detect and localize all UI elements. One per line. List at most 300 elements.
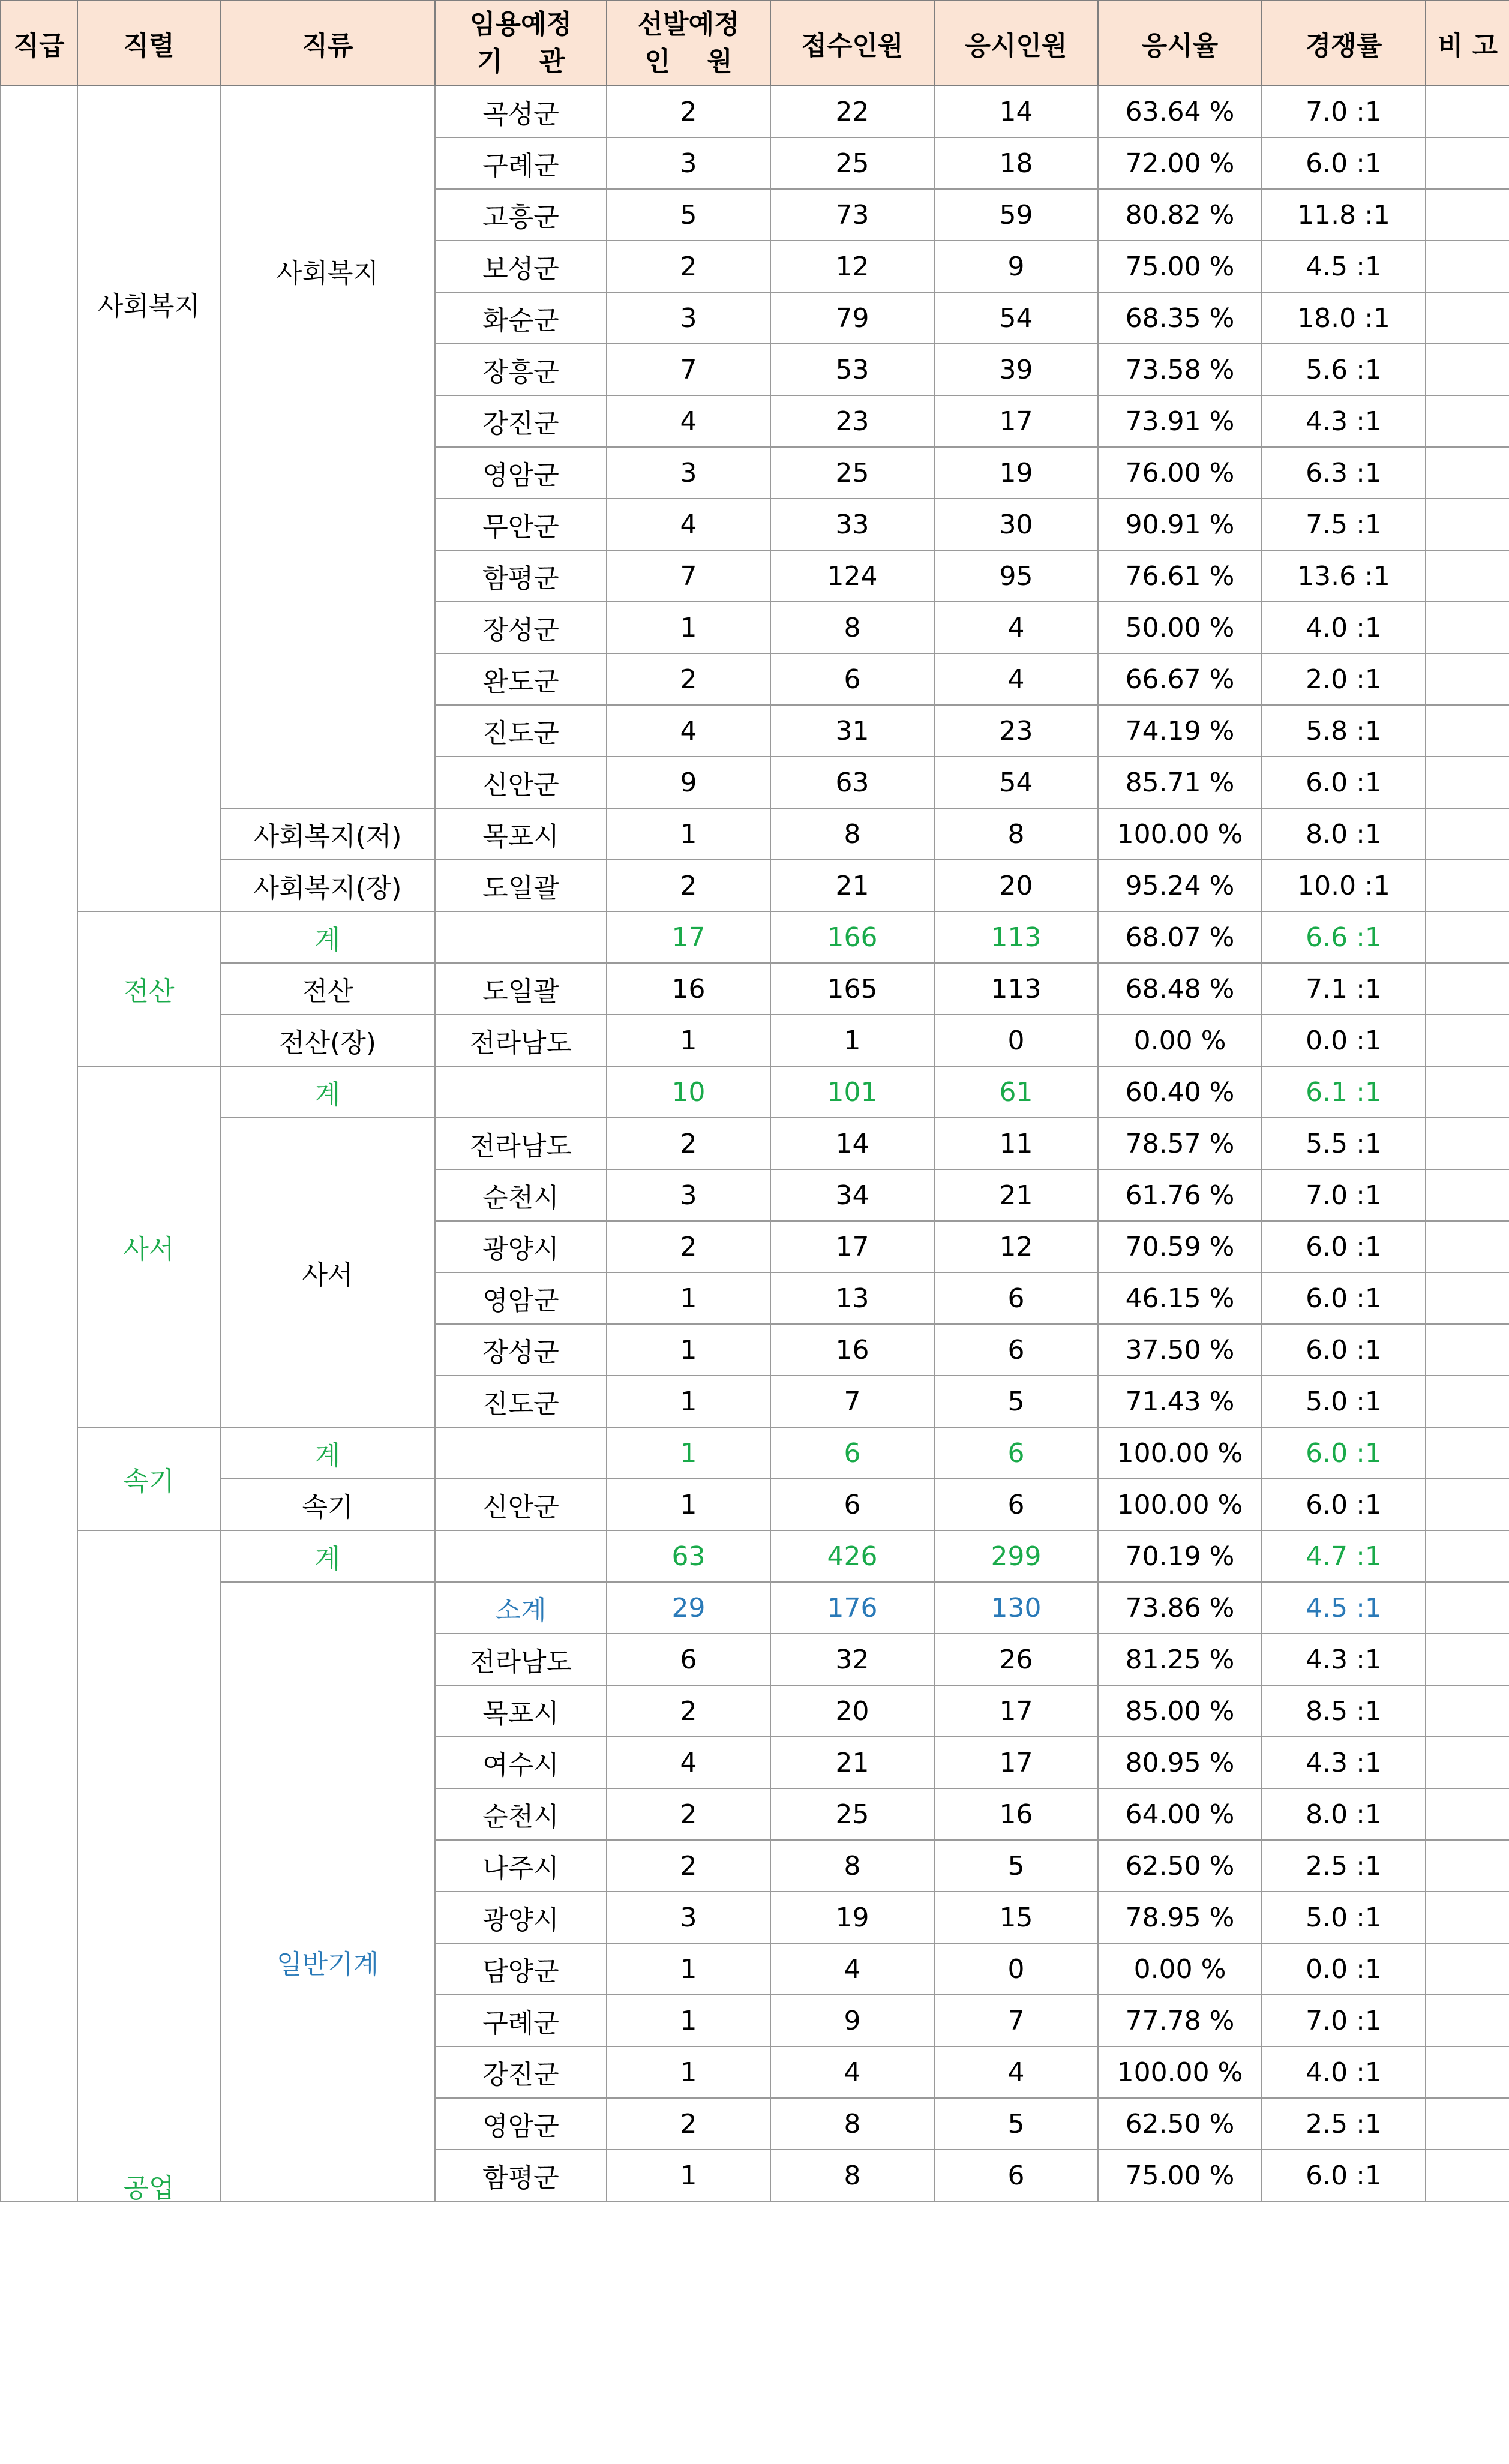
ratio-cell: 6.3 :1 [1262, 447, 1426, 499]
header-planned-line1: 선발예정 [637, 9, 740, 40]
agency-cell: 곡성군 [435, 86, 607, 137]
table-row [1, 963, 1509, 1015]
remarks-cell [1426, 1685, 1509, 1737]
table-body [1, 86, 1509, 2201]
ratio-cell: 2.0 :1 [1262, 653, 1426, 705]
planned-cell: 1 [607, 1995, 770, 2046]
planned-cell: 10 [607, 1066, 770, 1118]
remarks-cell [1426, 1892, 1509, 1943]
planned-cell: 1 [607, 2046, 770, 2098]
remarks-cell [1426, 395, 1509, 447]
tested-cell: 15 [934, 1892, 1098, 1943]
tested-cell: 4 [934, 653, 1098, 705]
ratio-cell: 8.0 :1 [1262, 808, 1426, 860]
table-row [1, 1479, 1509, 1530]
remarks-cell [1426, 241, 1509, 292]
planned-cell: 3 [607, 1169, 770, 1221]
rate-cell: 62.50 % [1098, 2098, 1262, 2150]
tested-cell: 26 [934, 1634, 1098, 1685]
planned-cell: 2 [607, 86, 770, 137]
planned-cell: 1 [607, 1324, 770, 1376]
class-social-welfare: 사회복지 [220, 86, 435, 808]
tested-cell: 61 [934, 1066, 1098, 1118]
planned-cell: 1 [607, 1427, 770, 1479]
applied-cell: 8 [770, 2098, 934, 2150]
remarks-cell [1426, 1324, 1509, 1376]
remarks-cell [1426, 292, 1509, 344]
class-librarian: 사서 [220, 1118, 435, 1427]
rate-cell: 100.00 % [1098, 1479, 1262, 1530]
rate-cell: 81.25 % [1098, 1634, 1262, 1685]
agency-cell: 도일괄 [435, 963, 607, 1015]
rate-cell: 95.24 % [1098, 860, 1262, 911]
applied-cell: 426 [770, 1530, 934, 1582]
planned-cell: 16 [607, 963, 770, 1015]
planned-cell: 2 [607, 1118, 770, 1169]
agency-cell: 목포시 [435, 1685, 607, 1737]
tested-cell: 5 [934, 1840, 1098, 1892]
tested-cell: 14 [934, 86, 1098, 137]
ratio-cell: 4.0 :1 [1262, 2046, 1426, 2098]
planned-cell: 2 [607, 241, 770, 292]
applied-cell: 63 [770, 757, 934, 808]
header-grade: 직급 [1, 1, 77, 86]
ratio-cell: 11.8 :1 [1262, 189, 1426, 241]
table-row [1, 1066, 1509, 1118]
header-agency [435, 1, 607, 86]
ratio-cell: 4.3 :1 [1262, 1634, 1426, 1685]
agency-cell: 구례군 [435, 137, 607, 189]
agency-cell: 전라남도 [435, 1118, 607, 1169]
remarks-cell [1426, 1376, 1509, 1427]
ratio-cell: 18.0 :1 [1262, 292, 1426, 344]
agency-cell: 진도군 [435, 1376, 607, 1427]
ratio-cell: 6.0 :1 [1262, 1427, 1426, 1479]
rate-cell: 63.64 % [1098, 86, 1262, 137]
applied-cell: 23 [770, 395, 934, 447]
agency-cell: 영암군 [435, 2098, 607, 2150]
tested-cell: 113 [934, 963, 1098, 1015]
remarks-cell [1426, 705, 1509, 757]
class-cell: 사회복지(장) [220, 860, 435, 911]
agency-cell [435, 1530, 607, 1582]
tested-cell: 7 [934, 1995, 1098, 2046]
remarks-cell [1426, 2098, 1509, 2150]
agency-cell: 담양군 [435, 1943, 607, 1995]
ratio-cell: 6.0 :1 [1262, 1324, 1426, 1376]
ratio-cell: 4.5 :1 [1262, 1582, 1426, 1634]
class-cell: 전산 [220, 963, 435, 1015]
applied-cell: 13 [770, 1272, 934, 1324]
tested-cell: 23 [934, 705, 1098, 757]
applied-cell: 176 [770, 1582, 934, 1634]
header-planned-line2: 인 원 [644, 46, 733, 77]
agency-cell: 무안군 [435, 499, 607, 550]
header-remarks: 비 고 [1426, 1, 1509, 86]
remarks-cell [1426, 1427, 1509, 1479]
remarks-cell [1426, 1737, 1509, 1788]
ratio-cell: 4.3 :1 [1262, 395, 1426, 447]
ratio-cell: 6.0 :1 [1262, 1272, 1426, 1324]
header-planned [607, 1, 770, 86]
remarks-cell [1426, 1479, 1509, 1530]
remarks-cell [1426, 963, 1509, 1015]
applied-cell: 21 [770, 860, 934, 911]
agency-cell: 신안군 [435, 1479, 607, 1530]
remarks-cell [1426, 1272, 1509, 1324]
agency-cell: 장흥군 [435, 344, 607, 395]
series-industrial: 공업 [77, 1530, 220, 2201]
planned-cell: 1 [607, 1479, 770, 1530]
class-general-machinery: 일반기계 [220, 1582, 435, 2201]
agency-cell: 구례군 [435, 1995, 607, 2046]
applied-cell: 1 [770, 1015, 934, 1066]
ratio-cell: 6.0 :1 [1262, 137, 1426, 189]
planned-cell: 2 [607, 1840, 770, 1892]
applied-cell: 8 [770, 1840, 934, 1892]
ratio-cell: 13.6 :1 [1262, 550, 1426, 602]
table-row [1, 1118, 1509, 1169]
planned-cell: 7 [607, 550, 770, 602]
applied-cell: 8 [770, 2150, 934, 2201]
ratio-cell: 2.5 :1 [1262, 2098, 1426, 2150]
table-row [1, 1015, 1509, 1066]
rate-cell: 76.00 % [1098, 447, 1262, 499]
applied-cell: 4 [770, 1943, 934, 1995]
rate-cell: 100.00 % [1098, 808, 1262, 860]
ratio-cell: 6.6 :1 [1262, 911, 1426, 963]
tested-cell: 130 [934, 1582, 1098, 1634]
class-cell: 사회복지(저) [220, 808, 435, 860]
remarks-cell [1426, 1118, 1509, 1169]
tested-cell: 4 [934, 602, 1098, 653]
ratio-cell: 2.5 :1 [1262, 1840, 1426, 1892]
rate-cell: 70.59 % [1098, 1221, 1262, 1272]
applied-cell: 124 [770, 550, 934, 602]
applied-cell: 31 [770, 705, 934, 757]
planned-cell: 6 [607, 1634, 770, 1685]
ratio-cell: 7.0 :1 [1262, 1995, 1426, 2046]
tested-cell: 17 [934, 395, 1098, 447]
agency-cell: 장성군 [435, 1324, 607, 1376]
applied-cell: 79 [770, 292, 934, 344]
rate-cell: 46.15 % [1098, 1272, 1262, 1324]
tested-cell: 59 [934, 189, 1098, 241]
rate-cell: 73.58 % [1098, 344, 1262, 395]
rate-cell: 61.76 % [1098, 1169, 1262, 1221]
ratio-cell: 7.0 :1 [1262, 86, 1426, 137]
rate-cell: 73.91 % [1098, 395, 1262, 447]
rate-cell: 74.19 % [1098, 705, 1262, 757]
rate-cell: 80.82 % [1098, 189, 1262, 241]
applied-cell: 9 [770, 1995, 934, 2046]
agency-cell [435, 1427, 607, 1479]
remarks-cell [1426, 1066, 1509, 1118]
rate-cell: 75.00 % [1098, 241, 1262, 292]
tested-cell: 299 [934, 1530, 1098, 1582]
tested-cell: 20 [934, 860, 1098, 911]
agency-cell: 장성군 [435, 602, 607, 653]
applied-cell: 25 [770, 1788, 934, 1840]
planned-cell: 1 [607, 1943, 770, 1995]
rate-cell: 85.71 % [1098, 757, 1262, 808]
remarks-cell [1426, 602, 1509, 653]
applied-cell: 21 [770, 1737, 934, 1788]
ratio-cell: 5.6 :1 [1262, 344, 1426, 395]
ratio-cell: 4.0 :1 [1262, 602, 1426, 653]
agency-cell: 영암군 [435, 447, 607, 499]
agency-cell: 전라남도 [435, 1634, 607, 1685]
rate-cell: 0.00 % [1098, 1943, 1262, 1995]
remarks-cell [1426, 1943, 1509, 1995]
planned-cell: 2 [607, 653, 770, 705]
applied-cell: 33 [770, 499, 934, 550]
agency-cell: 도일괄 [435, 860, 607, 911]
planned-cell: 1 [607, 1376, 770, 1427]
rate-cell: 62.50 % [1098, 1840, 1262, 1892]
remarks-cell [1426, 447, 1509, 499]
tested-cell: 0 [934, 1015, 1098, 1066]
ratio-cell: 4.7 :1 [1262, 1530, 1426, 1582]
tested-cell: 4 [934, 2046, 1098, 2098]
remarks-cell [1426, 1015, 1509, 1066]
tested-cell: 6 [934, 1479, 1098, 1530]
planned-cell: 17 [607, 911, 770, 963]
applied-cell: 101 [770, 1066, 934, 1118]
tested-cell: 11 [934, 1118, 1098, 1169]
class-cell: 전산(장) [220, 1015, 435, 1066]
remarks-cell [1426, 1221, 1509, 1272]
rate-cell: 75.00 % [1098, 2150, 1262, 2201]
ratio-cell: 7.5 :1 [1262, 499, 1426, 550]
agency-cell: 광양시 [435, 1221, 607, 1272]
tested-cell: 19 [934, 447, 1098, 499]
agency-cell: 신안군 [435, 757, 607, 808]
applied-cell: 166 [770, 911, 934, 963]
class-cell: 계 [220, 1427, 435, 1479]
remarks-cell [1426, 653, 1509, 705]
planned-cell: 3 [607, 137, 770, 189]
remarks-cell [1426, 1840, 1509, 1892]
applied-cell: 17 [770, 1221, 934, 1272]
tested-cell: 6 [934, 1427, 1098, 1479]
applied-cell: 20 [770, 1685, 934, 1737]
table-row [1, 808, 1509, 860]
applied-cell: 73 [770, 189, 934, 241]
tested-cell: 17 [934, 1685, 1098, 1737]
planned-cell: 63 [607, 1530, 770, 1582]
ratio-cell: 0.0 :1 [1262, 1943, 1426, 1995]
table-row [1, 860, 1509, 911]
applied-cell: 6 [770, 1479, 934, 1530]
ratio-cell: 4.3 :1 [1262, 1737, 1426, 1788]
agency-cell: 고흥군 [435, 189, 607, 241]
tested-cell: 5 [934, 2098, 1098, 2150]
planned-cell: 1 [607, 2150, 770, 2201]
applied-cell: 19 [770, 1892, 934, 1943]
agency-cell [435, 911, 607, 963]
rate-cell: 90.91 % [1098, 499, 1262, 550]
remarks-cell [1426, 499, 1509, 550]
remarks-cell [1426, 189, 1509, 241]
series-stenography: 속기 [77, 1427, 220, 1530]
applied-cell: 25 [770, 137, 934, 189]
class-cell: 계 [220, 911, 435, 963]
rate-cell: 100.00 % [1098, 2046, 1262, 2098]
rate-cell: 80.95 % [1098, 1737, 1262, 1788]
ratio-cell: 8.5 :1 [1262, 1685, 1426, 1737]
planned-cell: 4 [607, 1737, 770, 1788]
ratio-cell: 7.1 :1 [1262, 963, 1426, 1015]
applied-cell: 12 [770, 241, 934, 292]
agency-cell: 영암군 [435, 1272, 607, 1324]
remarks-cell [1426, 860, 1509, 911]
rate-cell: 50.00 % [1098, 602, 1262, 653]
tested-cell: 21 [934, 1169, 1098, 1221]
agency-cell: 나주시 [435, 1840, 607, 1892]
rate-cell: 68.35 % [1098, 292, 1262, 344]
tested-cell: 9 [934, 241, 1098, 292]
planned-cell: 4 [607, 395, 770, 447]
agency-cell: 전라남도 [435, 1015, 607, 1066]
remarks-cell [1426, 137, 1509, 189]
header-agency-line1: 임용예정 [469, 9, 572, 40]
applied-cell: 4 [770, 2046, 934, 2098]
applied-cell: 16 [770, 1324, 934, 1376]
ratio-cell: 7.0 :1 [1262, 1169, 1426, 1221]
applied-cell: 22 [770, 86, 934, 137]
tested-cell: 5 [934, 1376, 1098, 1427]
rate-cell: 85.00 % [1098, 1685, 1262, 1737]
ratio-cell: 6.0 :1 [1262, 1221, 1426, 1272]
rate-cell: 73.86 % [1098, 1582, 1262, 1634]
series-librarian: 사서 [77, 1066, 220, 1427]
tested-cell: 95 [934, 550, 1098, 602]
agency-cell: 소계 [435, 1582, 607, 1634]
applied-cell: 165 [770, 963, 934, 1015]
header-class: 직류 [220, 1, 435, 86]
remarks-cell [1426, 344, 1509, 395]
header-rate: 응시율 [1098, 1, 1262, 86]
ratio-cell: 4.5 :1 [1262, 241, 1426, 292]
agency-cell: 함평군 [435, 2150, 607, 2201]
applied-cell: 6 [770, 1427, 934, 1479]
table-row [1, 911, 1509, 963]
class-cell: 계 [220, 1066, 435, 1118]
tested-cell: 12 [934, 1221, 1098, 1272]
header-series: 직렬 [77, 1, 220, 86]
rate-cell: 68.48 % [1098, 963, 1262, 1015]
applied-cell: 8 [770, 602, 934, 653]
remarks-cell [1426, 1634, 1509, 1685]
planned-cell: 1 [607, 602, 770, 653]
class-cell: 속기 [220, 1479, 435, 1530]
applied-cell: 32 [770, 1634, 934, 1685]
ratio-cell: 8.0 :1 [1262, 1788, 1426, 1840]
table-row [1, 1582, 1509, 1634]
agency-cell: 강진군 [435, 2046, 607, 2098]
blank-page-area [0, 2252, 1509, 2464]
ratio-cell: 10.0 :1 [1262, 860, 1426, 911]
ratio-cell: 0.0 :1 [1262, 1015, 1426, 1066]
remarks-cell [1426, 911, 1509, 963]
rate-cell: 78.57 % [1098, 1118, 1262, 1169]
ratio-cell: 6.0 :1 [1262, 757, 1426, 808]
applied-cell: 25 [770, 447, 934, 499]
header-agency-line2: 기 관 [476, 46, 565, 77]
applied-cell: 6 [770, 653, 934, 705]
rate-cell: 70.19 % [1098, 1530, 1262, 1582]
planned-cell: 1 [607, 808, 770, 860]
planned-cell: 5 [607, 189, 770, 241]
planned-cell: 4 [607, 705, 770, 757]
rate-cell: 77.78 % [1098, 1995, 1262, 2046]
ratio-cell: 5.0 :1 [1262, 1376, 1426, 1427]
ratio-cell: 6.0 :1 [1262, 1479, 1426, 1530]
planned-cell: 2 [607, 1685, 770, 1737]
ratio-cell: 6.0 :1 [1262, 2150, 1426, 2201]
agency-cell: 함평군 [435, 550, 607, 602]
tested-cell: 8 [934, 808, 1098, 860]
tested-cell: 113 [934, 911, 1098, 963]
ratio-cell: 5.8 :1 [1262, 705, 1426, 757]
rate-cell: 0.00 % [1098, 1015, 1262, 1066]
header-row [1, 1, 1509, 86]
applied-cell: 34 [770, 1169, 934, 1221]
planned-cell: 9 [607, 757, 770, 808]
planned-cell: 1 [607, 1015, 770, 1066]
remarks-cell [1426, 808, 1509, 860]
header-applied: 접수인원 [770, 1, 934, 86]
rate-cell: 76.61 % [1098, 550, 1262, 602]
applied-cell: 53 [770, 344, 934, 395]
remarks-cell [1426, 550, 1509, 602]
applied-cell: 8 [770, 808, 934, 860]
planned-cell: 3 [607, 447, 770, 499]
agency-cell: 완도군 [435, 653, 607, 705]
remarks-cell [1426, 1788, 1509, 1840]
header-ratio: 경쟁률 [1262, 1, 1426, 86]
tested-cell: 17 [934, 1737, 1098, 1788]
agency-cell: 화순군 [435, 292, 607, 344]
agency-cell: 목포시 [435, 808, 607, 860]
remarks-cell [1426, 2046, 1509, 2098]
ratio-cell: 5.5 :1 [1262, 1118, 1426, 1169]
rate-cell: 68.07 % [1098, 911, 1262, 963]
table-row [1, 1530, 1509, 1582]
agency-cell: 진도군 [435, 705, 607, 757]
planned-cell: 3 [607, 1892, 770, 1943]
remarks-cell [1426, 1995, 1509, 2046]
planned-cell: 2 [607, 1788, 770, 1840]
agency-cell: 여수시 [435, 1737, 607, 1788]
agency-cell: 광양시 [435, 1892, 607, 1943]
tested-cell: 0 [934, 1943, 1098, 1995]
remarks-cell [1426, 2150, 1509, 2201]
planned-cell: 2 [607, 2098, 770, 2150]
rate-cell: 60.40 % [1098, 1066, 1262, 1118]
agency-cell: 순천시 [435, 1788, 607, 1840]
rate-cell: 72.00 % [1098, 137, 1262, 189]
ratio-cell: 5.0 :1 [1262, 1892, 1426, 1943]
planned-cell: 3 [607, 292, 770, 344]
agency-cell: 보성군 [435, 241, 607, 292]
rate-cell: 66.67 % [1098, 653, 1262, 705]
planned-cell: 7 [607, 344, 770, 395]
planned-cell: 2 [607, 860, 770, 911]
planned-cell: 1 [607, 1272, 770, 1324]
remarks-cell [1426, 1530, 1509, 1582]
